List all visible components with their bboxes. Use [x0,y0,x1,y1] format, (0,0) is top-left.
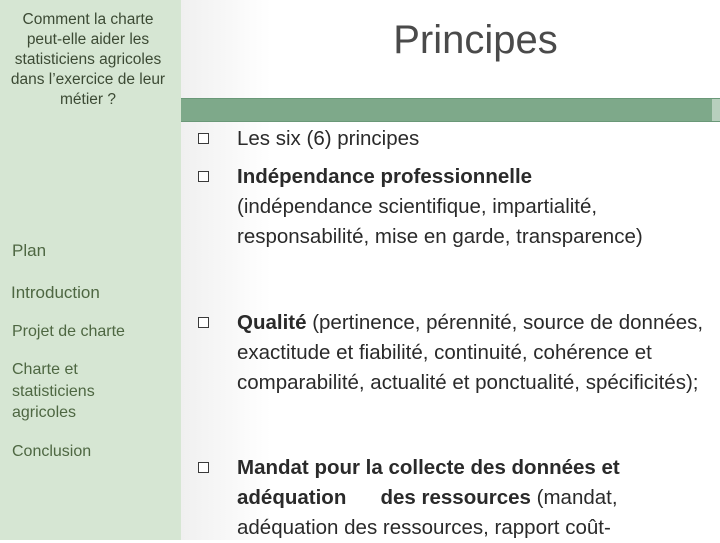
nav-item-conclusion[interactable]: Conclusion [12,443,92,460]
nav-item-introduction[interactable]: Introduction [11,283,100,302]
bullet-detail-mandat: (mandat, adéquation des ressources, rapport coût- [237,486,618,539]
bullet-icon [198,462,209,473]
sidebar [0,0,181,540]
bullet-text-six-principles: Les six (6) principes [237,127,420,150]
slide-content [181,0,720,540]
bullet-detail-independance: (indépendance scientifique, impartialité, responsabilité, mise en garde, transparence) [237,195,643,248]
bullet-bold-independance: Indépendance professionnelle [237,165,533,188]
bullet-icon [198,317,209,328]
bullet-text-qualite [237,308,713,398]
nav-item-charte-et-statisticiens[interactable]: Charte et statisticiens agricoles [12,361,95,421]
section-question: Comment la charte peut-elle aider les statisticiens agricoles dans l’exercice de leur métier ? [10,11,166,108]
nav-item-projet-de-charte[interactable]: Projet de charte [12,323,125,340]
bullet-detail-qualite: (pertinence, pérennité, source de données, exactitude et fiabilité, continuité, cohérence et comparabilité, actualité et ponctualité, spécificités); [237,311,704,394]
bullet-text-mandat [237,453,713,543]
bullet-bold-qualite: Qualité [237,311,307,334]
slide-title: Principes [393,18,558,62]
title-area [181,0,720,98]
plan-heading: Plan [12,241,47,260]
bullet-text-independance [237,162,713,192]
title-bar-accent [712,99,720,121]
bullet-bold-mandat: Mandat pour la collecte des données et adéquation des ressources [237,456,626,509]
bullet-icon [198,133,209,144]
bullet-icon [198,171,209,182]
title-divider-bar [181,98,720,122]
